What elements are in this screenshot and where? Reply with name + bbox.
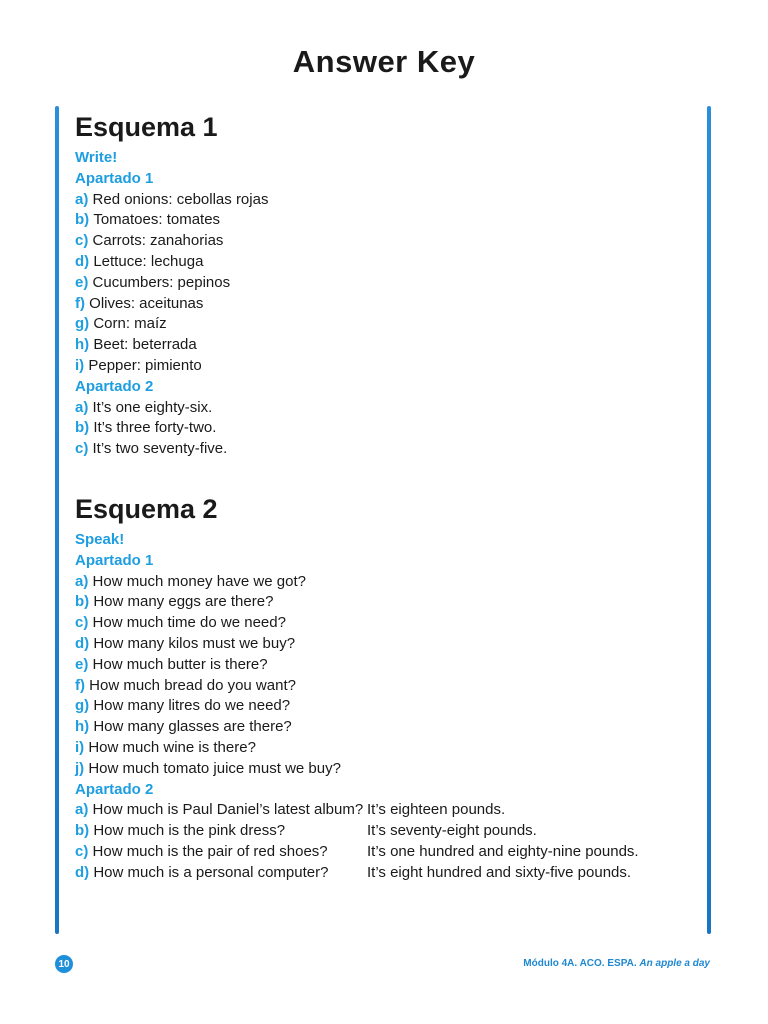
section-heading: Esquema 1 (75, 112, 218, 142)
list-item (75, 314, 695, 335)
list-item (75, 676, 695, 697)
item-letter: h) (75, 336, 94, 354)
item-text: How much money have we got? (92, 572, 306, 590)
list-item (75, 231, 695, 252)
apartado-2-list (75, 398, 695, 460)
item-text: Red onions: cebollas rojas (92, 190, 269, 208)
item-text: It’s three forty-two. (93, 419, 217, 437)
page-title: Answer Key (292, 44, 476, 79)
item-text: It’s two seventy-five. (92, 440, 228, 458)
list-item (75, 356, 695, 377)
section-heading: Esquema 2 (75, 494, 218, 524)
item-text: How many litres do we need? (93, 697, 291, 715)
list-item (75, 655, 695, 676)
list-item (75, 439, 695, 460)
list-item (75, 800, 695, 821)
item-letter: c) (75, 842, 93, 860)
item-text: How much bread do you want? (89, 676, 296, 694)
list-item (75, 398, 695, 419)
item-text: How much time do we need? (92, 614, 286, 632)
list-item (75, 572, 695, 593)
item-letter: c) (75, 440, 93, 458)
item-answer: It’s one hundred and eighty-nine pounds. (367, 842, 639, 860)
item-letter: g) (75, 697, 94, 715)
item-question (75, 821, 367, 842)
left-border-rule (55, 106, 59, 934)
item-letter: f) (75, 676, 90, 694)
item-letter: b) (75, 822, 94, 840)
apartado-1-list (75, 190, 695, 377)
footer-module-text: Módulo 4A. ACO. ESPA. (523, 958, 637, 969)
apartado-label: Apartado 2 (75, 377, 154, 395)
apartado-label: Apartado 1 (75, 169, 154, 187)
item-question (75, 863, 367, 884)
list-item (75, 738, 695, 759)
item-letter: i) (75, 738, 89, 756)
item-answer: It’s eight hundred and sixty-five pounds. (367, 863, 632, 881)
item-text: Olives: aceitunas (89, 294, 204, 312)
item-question-text: How much is a personal computer? (93, 863, 329, 881)
list-item (75, 335, 695, 356)
list-item (75, 592, 695, 613)
item-letter: h) (75, 718, 94, 736)
apartado-1-list (75, 572, 695, 780)
section-esquema-2 (75, 492, 695, 884)
item-letter: b) (75, 593, 94, 611)
item-letter: e) (75, 273, 93, 291)
item-letter: a) (75, 190, 93, 208)
item-text: How much tomato juice must we buy? (88, 759, 341, 777)
list-item (75, 210, 695, 231)
list-item (75, 842, 695, 863)
list-item (75, 759, 695, 780)
apartado-label: Apartado 1 (75, 551, 154, 569)
list-item (75, 418, 695, 439)
item-letter: d) (75, 252, 94, 270)
footer-module (523, 958, 710, 969)
list-item (75, 613, 695, 634)
list-item (75, 821, 695, 842)
item-answer: It’s seventy-eight pounds. (367, 822, 537, 840)
item-text: How many eggs are there? (93, 593, 274, 611)
item-letter: d) (75, 634, 94, 652)
item-letter: a) (75, 572, 93, 590)
list-item (75, 294, 695, 315)
item-letter: c) (75, 232, 93, 250)
item-letter: b) (75, 419, 94, 437)
item-question (75, 800, 367, 821)
item-letter: g) (75, 315, 94, 333)
section-sublabel: Speak! (75, 531, 125, 548)
list-item (75, 717, 695, 738)
item-text: Lettuce: lechuga (93, 252, 204, 270)
list-item (75, 863, 695, 884)
item-text: Carrots: zanahorias (92, 232, 224, 250)
item-letter: d) (75, 863, 94, 881)
item-letter: a) (75, 398, 93, 416)
apartado-2-list (75, 800, 695, 883)
list-item (75, 696, 695, 717)
item-text: Beet: beterrada (93, 336, 197, 354)
item-letter: c) (75, 614, 93, 632)
list-item (75, 190, 695, 211)
item-answer: It’s eighteen pounds. (367, 801, 506, 819)
right-border-rule (707, 106, 711, 934)
item-text: It’s one eighty-six. (92, 398, 213, 416)
item-text: How many kilos must we buy? (93, 634, 296, 652)
item-question-text: How much is the pair of red shoes? (92, 842, 328, 860)
item-letter: f) (75, 294, 90, 312)
item-text: Pepper: pimiento (88, 356, 202, 374)
page-number-badge: 10 (55, 955, 73, 973)
list-item (75, 252, 695, 273)
item-text: How much wine is there? (88, 738, 256, 756)
item-letter: i) (75, 356, 89, 374)
item-text: Cucumbers: pepinos (92, 273, 231, 291)
item-text: How many glasses are there? (93, 718, 292, 736)
item-text: Tomatoes: tomates (93, 211, 221, 229)
item-question (75, 842, 367, 863)
list-item (75, 634, 695, 655)
footer-module-italic: An apple a day (639, 958, 710, 969)
list-item (75, 273, 695, 294)
item-question-text: How much is the pink dress? (93, 822, 286, 840)
section-esquema-1 (75, 110, 695, 460)
apartado-label: Apartado 2 (75, 780, 154, 798)
item-letter: b) (75, 211, 94, 229)
item-question-text: How much is Paul Daniel’s latest album? (92, 801, 364, 819)
section-sublabel: Write! (75, 149, 118, 166)
item-text: How much butter is there? (92, 655, 268, 673)
item-text: Corn: maíz (93, 315, 167, 333)
item-letter: j) (75, 759, 89, 777)
item-letter: e) (75, 655, 93, 673)
item-letter: a) (75, 801, 93, 819)
